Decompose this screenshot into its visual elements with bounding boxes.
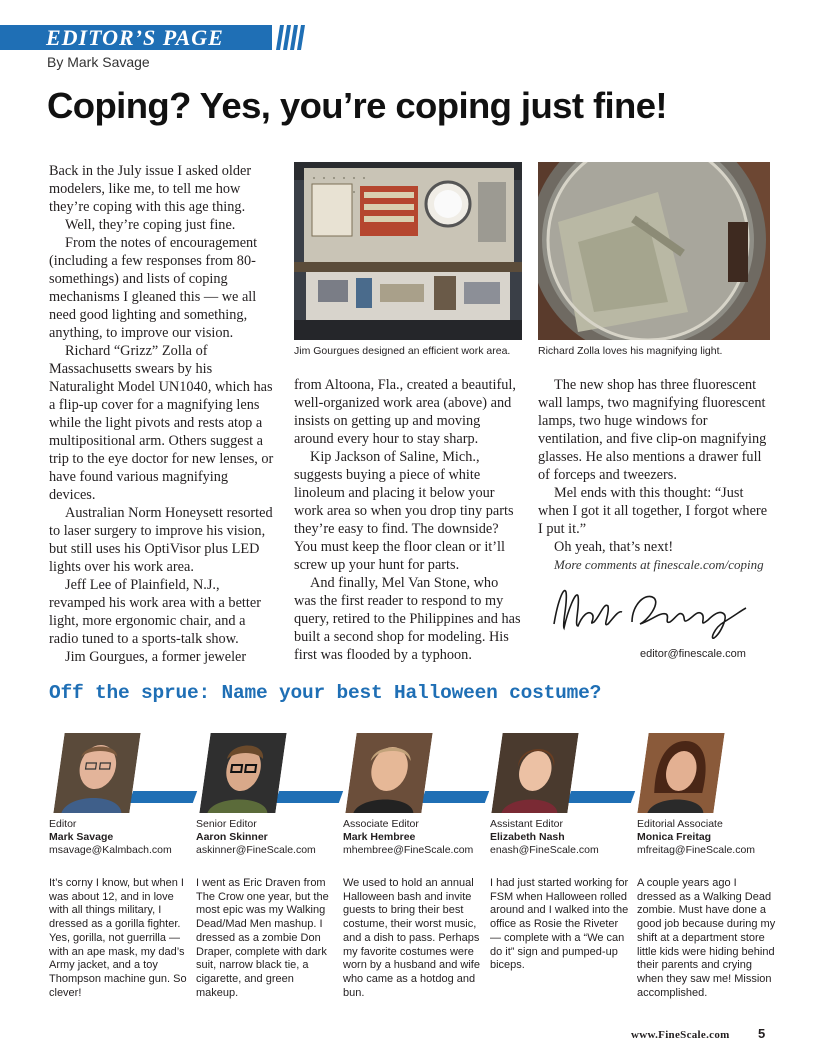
paragraph: The new shop has three fluorescent wall lamps, two magnifying fluorescent lamps, two huge windows for ventilation, and five clip-on magnifying glasses. He also mentions a drawer full of forceps and tweezers. — [538, 377, 767, 483]
paragraph: Mel ends with this thought: “Just when I got it all together, I forgot where I put it.” — [538, 485, 768, 537]
staff-role: Senior Editor — [196, 818, 257, 830]
avatar — [637, 733, 724, 813]
sprue-title: Off the sprue: Name your best Halloween costume? — [49, 682, 602, 704]
staff-name: Monica Freitag — [637, 831, 712, 843]
staff-answer: I went as Eric Draven from The Crow one year, but the most epic was my Walking Dead/Mad Men mashup. I dressed as a zombie Don Draper, complete with dark suit, narrow black tie, a cigarette, and green makeup. — [196, 877, 329, 999]
paragraph: from Altoona, Fla., created a beautiful, well-organized work area (above) and insists on getting up and moving around every hour to stay sharp. — [294, 377, 516, 447]
magnifier-image — [538, 162, 770, 340]
paragraph: Jeff Lee of Plainfield, N.J., revamped his work area with a better light, more ergonomic chair, and a radio tuned to a sports-talk show. — [49, 577, 261, 647]
staff-name: Mark Savage — [49, 831, 114, 843]
staff-role: Editorial Associate — [637, 818, 723, 830]
staff-email[interactable]: msavage@Kalmbach.com — [49, 844, 172, 856]
staff-role: Associate Editor — [343, 818, 419, 830]
section-banner — [0, 25, 300, 50]
staff-portrait-rail — [49, 733, 769, 813]
staff-answer: We used to hold an annual Halloween bash and invite guests to bring their best costume, their worst music, and a dish to pass. Perhaps my favorite costumes were worn by a husband and wife who came as a hotdog and bun. — [343, 877, 480, 999]
paragraph: Back in the July issue I asked older modelers, like me, to tell me how they’re coping with this age thing. — [49, 163, 252, 215]
staff-entry — [637, 818, 777, 1000]
staff-answer: I had just started working for FSM when Halloween rolled around and I walked into the office as Rosie the Riveter — complete with a “We can do it” sign and pumped-up biceps. — [490, 877, 629, 972]
photo-caption: Richard Zolla loves his magnifying light. — [538, 345, 723, 357]
avatar — [345, 733, 432, 813]
paragraph: Well, they’re coping just fine. — [65, 217, 236, 233]
staff-answer: A couple years ago I dressed as a Walking Dead zombie. Must have done a good job because during my shift at a department store little kids were hiding behind their parents and crying when they saw me! Mission accomplished. — [637, 877, 776, 999]
article-column-2 — [294, 376, 522, 664]
staff-role: Editor — [49, 818, 77, 830]
workshop-image — [294, 162, 522, 340]
staff-entry — [343, 818, 483, 1000]
section-label: EDITOR’S PAGE — [46, 25, 224, 50]
article-column-1 — [49, 162, 275, 666]
staff-entry — [490, 818, 630, 973]
staff-entry — [49, 818, 189, 1000]
paragraph: And finally, Mel Van Stone, who was the first reader to respond to my query, retired to the Philippines and has built a second shop for modeling. His first was flooded by a typhoon. — [294, 575, 521, 663]
paragraph: Australian Norm Honeysett resorted to laser surgery to improve his vision, but still uses his OptiVisor plus LED lights over his work area. — [49, 505, 273, 575]
staff-entry — [196, 818, 336, 1000]
paragraph: Richard “Grizz” Zolla of Massachusetts swears by his Naturalight Model UN1040, which has a flip-up cover for a magnifying lens while the light pivots and rests atop a multipositional arm. Others suggest a trip to the eye doctor for new lenses, or have found various magnifying devices. — [49, 343, 274, 503]
more-comments-link[interactable]: More comments at finescale.com/coping — [554, 557, 764, 572]
paragraph: From the notes of encouragement (including a few responses from 80-somethings) and lists of coping mechanisms I gleaned this — we all need good lighting and something, anything, to improve our vision. — [49, 235, 258, 341]
photo-caption: Jim Gourgues designed an efficient work area. — [294, 345, 511, 357]
avatar — [199, 733, 286, 813]
rail-link — [421, 791, 489, 803]
staff-role: Assistant Editor — [490, 818, 563, 830]
staff-email[interactable]: askinner@FineScale.com — [196, 844, 316, 856]
headline: Coping? Yes, you’re coping just fine! — [47, 85, 667, 126]
staff-email[interactable]: mfreitag@FineScale.com — [637, 844, 756, 856]
staff-email[interactable]: mhembree@FineScale.com — [343, 844, 474, 856]
paragraph: Jim Gourgues, a former jeweler — [65, 649, 247, 665]
staff-name: Aaron Skinner — [196, 831, 268, 843]
byline: By Mark Savage — [47, 54, 150, 70]
signature — [548, 580, 748, 642]
rail-link — [567, 791, 635, 803]
page-number: 5 — [758, 1026, 766, 1041]
rail-link — [275, 791, 343, 803]
staff-email[interactable]: enash@FineScale.com — [490, 844, 599, 856]
avatar — [53, 733, 140, 813]
footer-url[interactable]: www.FineScale.com — [631, 1029, 730, 1041]
workshop-photo — [294, 162, 522, 340]
editor-email[interactable]: editor@finescale.com — [640, 648, 746, 660]
staff-answer: It’s corny I know, but when I was about 12, and in love with all things military, I dressed as a gorilla fighter. Yes, gorilla, not guerrilla — with an ape mask, my dad’s Army jacket, and a toy Thompson machine gun. So clever! — [49, 877, 187, 999]
paragraph: Kip Jackson of Saline, Mich., suggests buying a piece of white linoleum and placing it below your work area so when you drop tiny parts they’re easy to find. The downside? You must keep the floor clean or it’ll screw up your hunt for parts. — [294, 449, 514, 573]
staff-name: Elizabeth Nash — [490, 831, 565, 843]
paragraph: Oh yeah, that’s next! — [554, 539, 674, 555]
article-column-3 — [538, 376, 770, 574]
banner-stripes — [274, 25, 310, 50]
staff-name: Mark Hembree — [343, 831, 416, 843]
avatar — [491, 733, 578, 813]
magnifying-light-photo — [538, 162, 770, 340]
rail-link — [129, 791, 197, 803]
